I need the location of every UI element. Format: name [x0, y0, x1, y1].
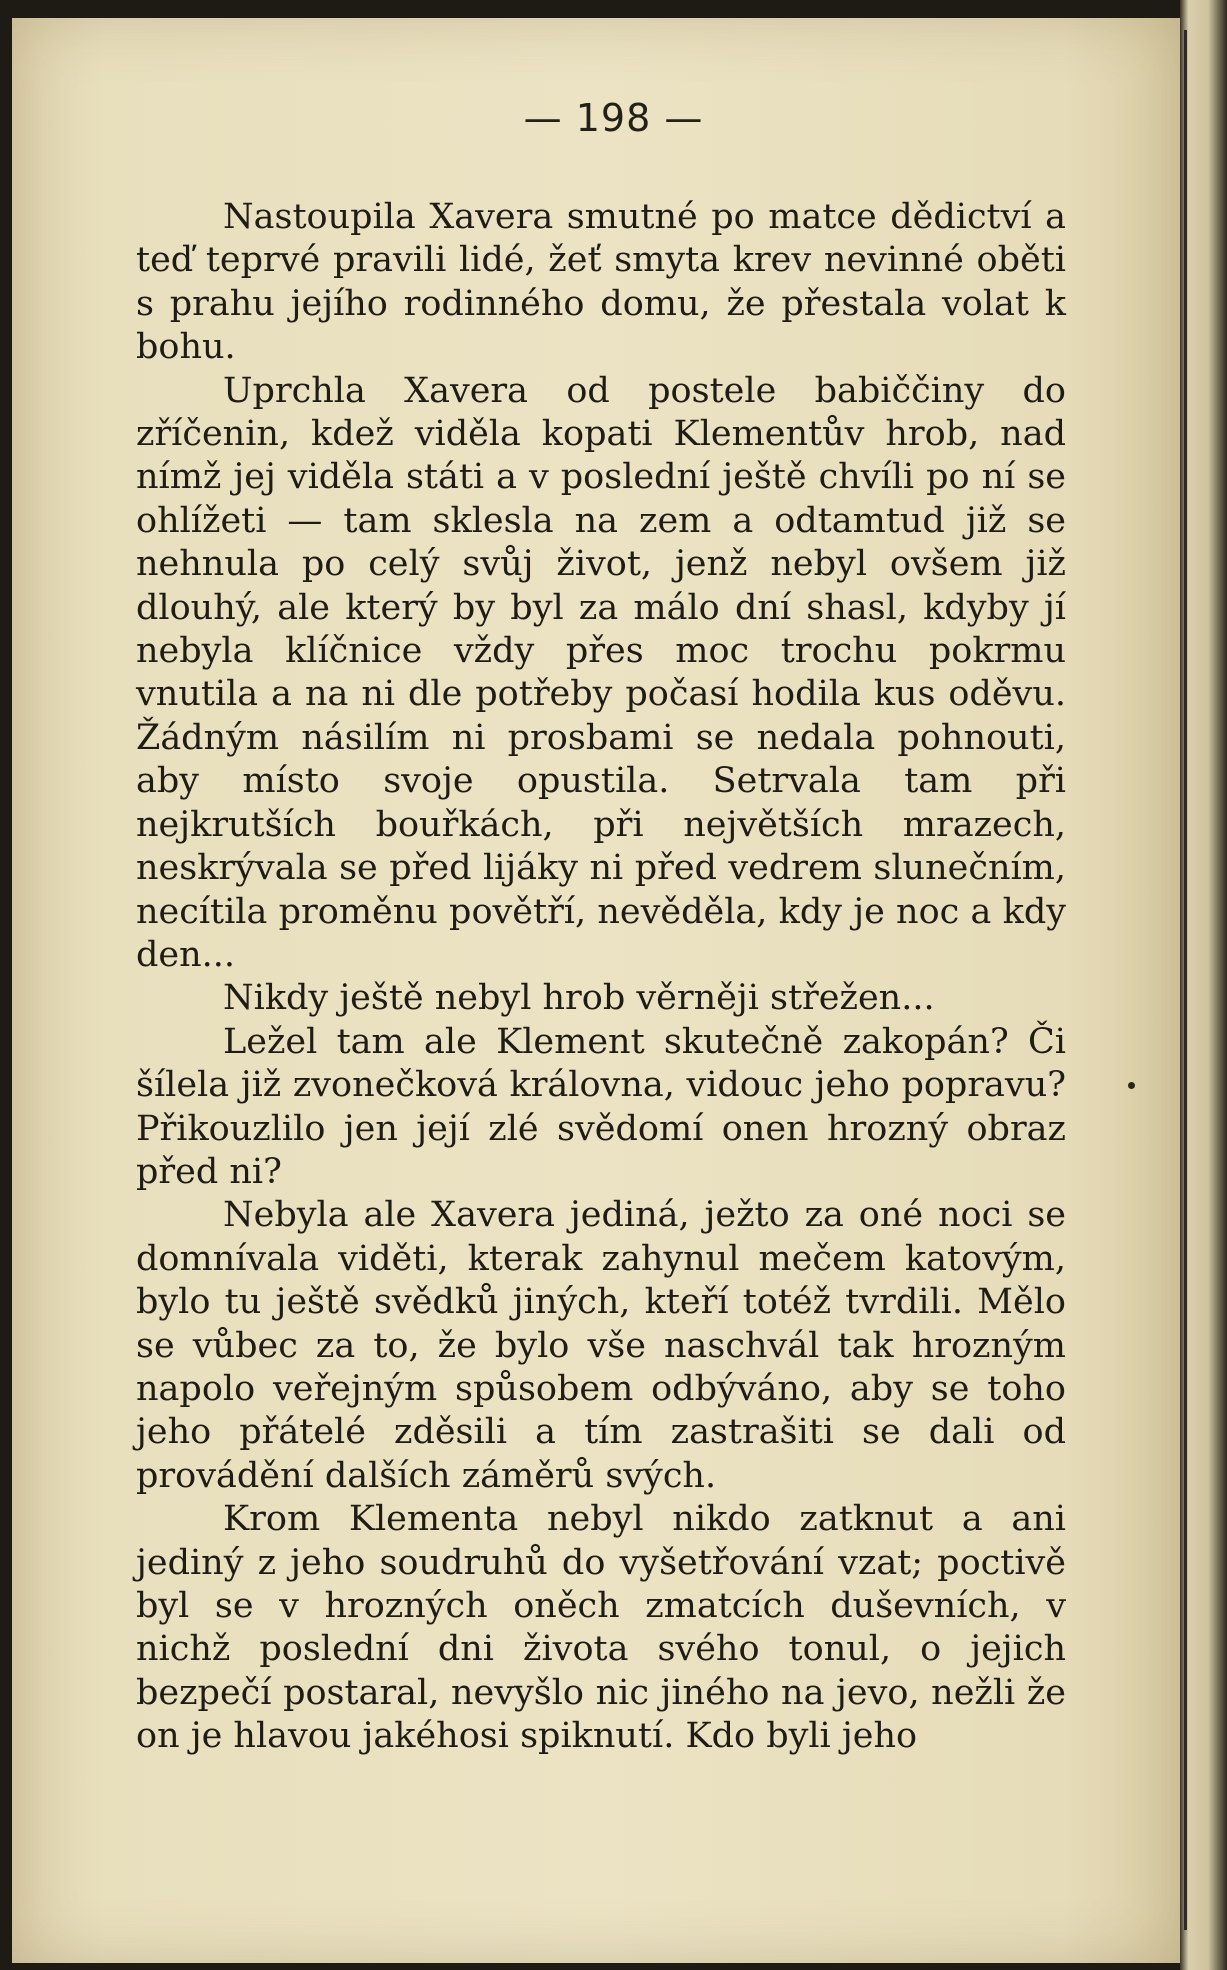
paragraph: Ležel tam ale Klement skutečně zakopán? Či šílela již zvonečková královna, vidouc jeho popravu? Přikouzlilo jen její zlé svědomí onen hrozný obraz před ni? — [136, 1021, 1066, 1192]
paragraph: Krom Klementa nebyl nikdo zatknut a ani jediný z jeho soudruhů do vyšetřování vzat; poctivě byl se v hrozných oněch zmatcích duševních, v nichž poslední dni života svého tonul, o jejich bezpečí postaral, nevyšlo nic jiného na jevo, nežli že on je hlavou jakéhosi spiknutí. Kdo byli jeho — [136, 1499, 1066, 1757]
paragraph: Uprchla Xavera od postele babiččiny do zříčenin, kdež viděla kopati Klementův hrob, nad nímž jej viděla státi a v poslední ještě chvíli po ní se ohlížeti — tam sklesla na zem a odtamtud již se nehnula po celý svůj život, jenž nebyl ovšem již dlouhý, ale který by byl za málo dní shasl, kdyby jí nebyla klíčnice vždy přes moc trochu pokrmu vnutila a na ni dle potřeby počasí hodila kus oděvu. Žádným násilím ni prosbami se nedala pohnouti, aby místo svoje opustila. Setrvala tam při nejkrutších bouřkách, při největších mrazech, neskrývala se před lijáky ni před vedrem slunečním, necítila proměnu povětří, nevěděla, kdy je noc a kdy den... — [136, 370, 1066, 975]
paragraph: Nastoupila Xavera smutné po matce dědictví a teď teprvé pravili lidé, žeť smyta krev nevinné oběti s prahu jejího rodinného domu, že přestala volat k bohu. — [136, 197, 1066, 368]
page-body — [136, 196, 1066, 1759]
paragraph: Nikdy ještě nebyl hrob věrněji střežen... — [223, 978, 935, 1019]
paragraph: Nebyla ale Xavera jediná, ježto za oné noci se domnívala viděti, kterak zahynul mečem katovým, bylo tu ještě svědků jiných, kteří totéž tvrdili. Mělo se vůbec za to, že bylo vše naschvál tak hrozným napolo veřejným spůsobem odbýváno, aby se toho jeho přátelé zděsili a tím zastrašiti se dali od provádění dalších záměrů svých. — [136, 1195, 1066, 1496]
book-binding-edge — [1180, 0, 1227, 1970]
binding-shadow-line — [1184, 30, 1187, 1930]
page-number: — 198 — — [523, 96, 704, 140]
ink-spot — [1128, 1082, 1135, 1089]
